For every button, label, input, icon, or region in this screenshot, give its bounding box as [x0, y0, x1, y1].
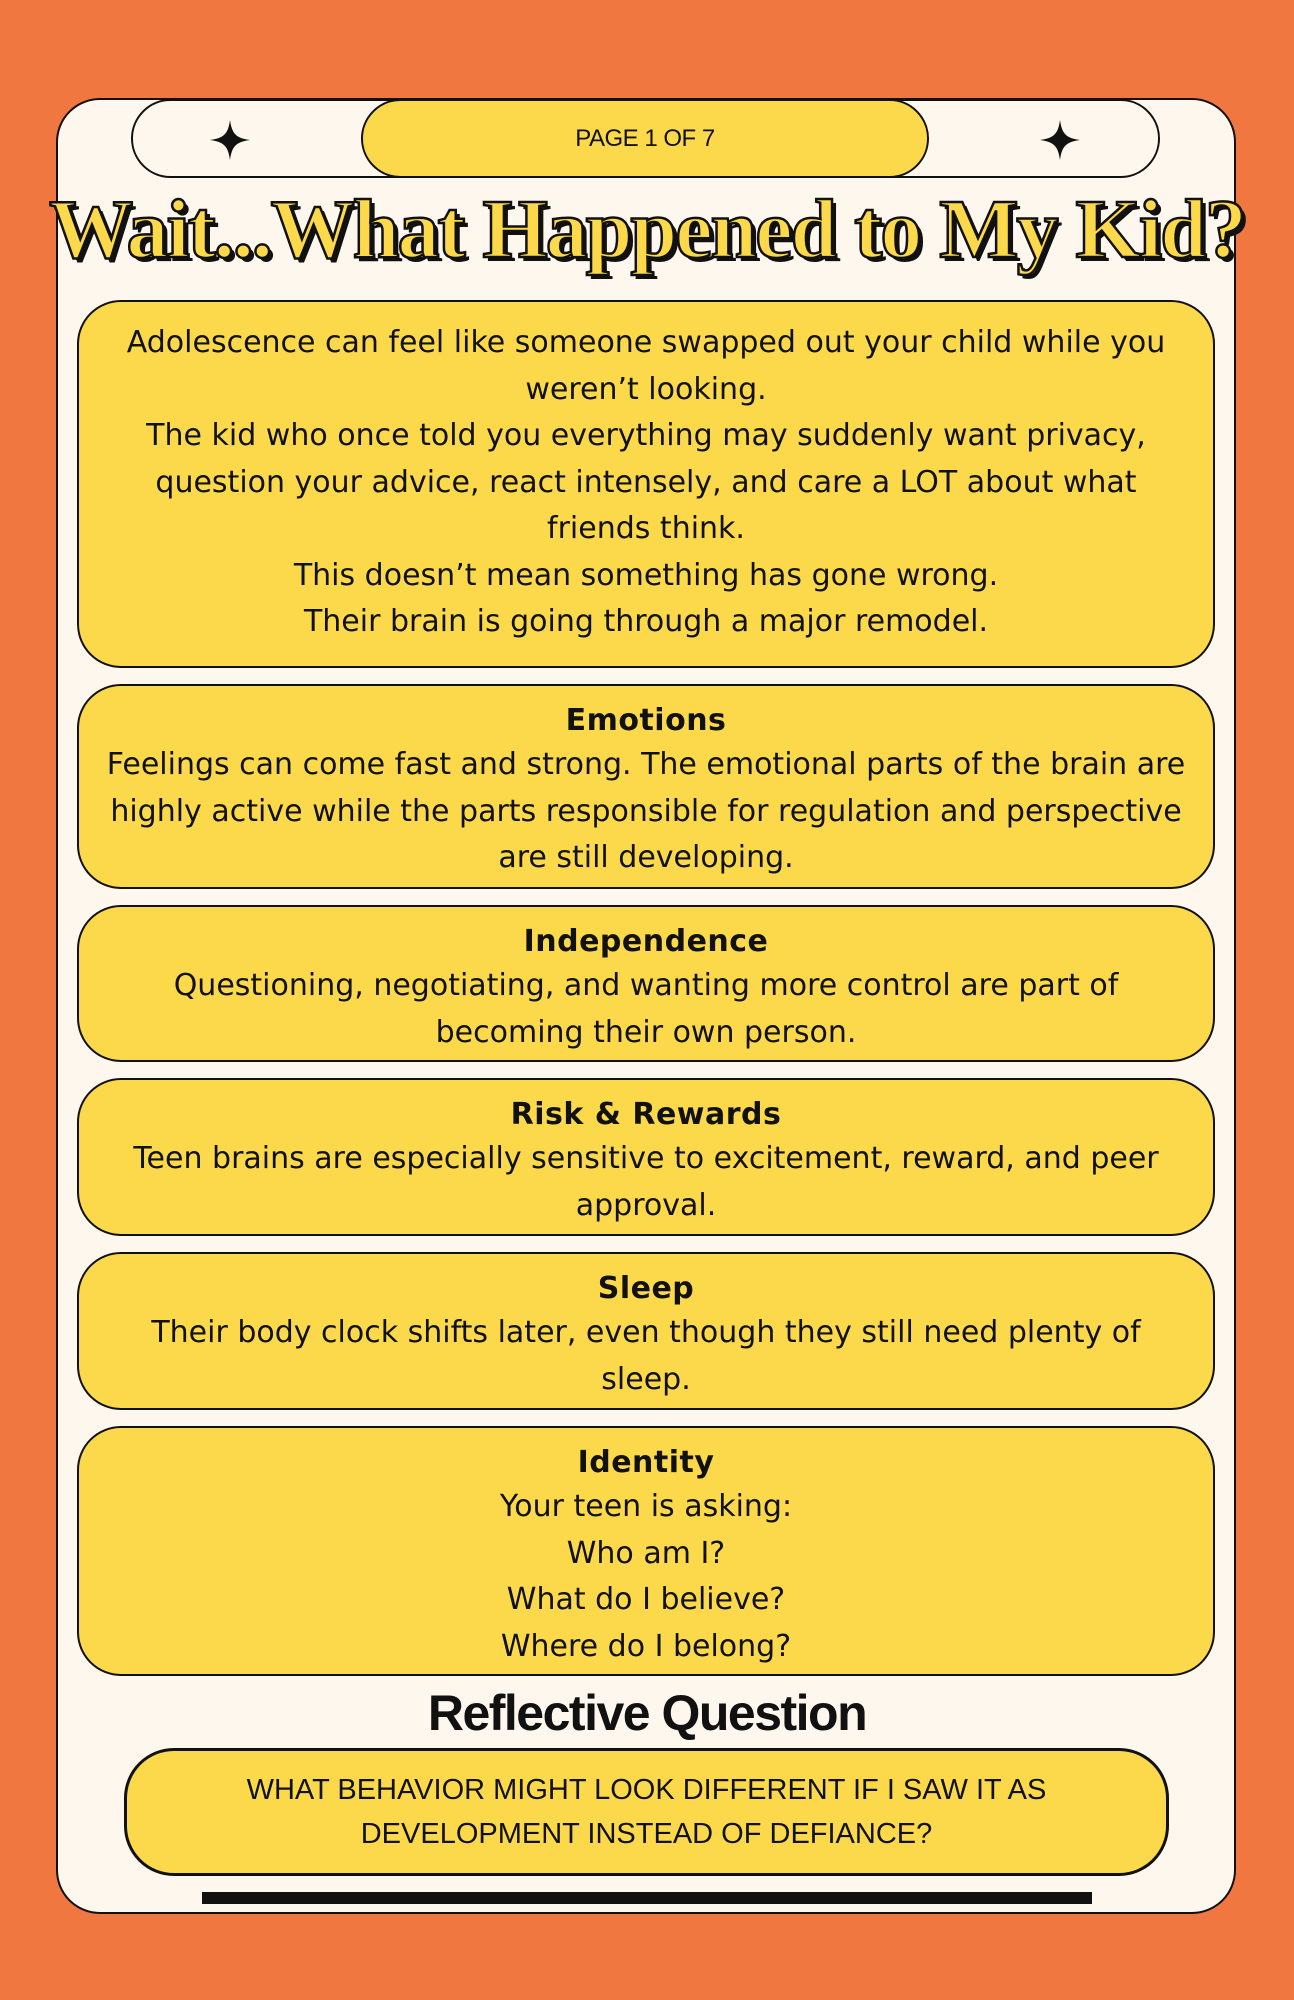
emotions-line: Feelings can come fast and strong. The emotional parts of the brain are	[106, 747, 1186, 782]
emotions-box	[77, 684, 1215, 889]
independence-line: Questioning, negotiating, and wanting more control are part of	[173, 968, 1119, 1003]
emotions-text	[93, 742, 1199, 882]
emotions-heading: Emotions	[565, 703, 727, 738]
identity-heading: Identity	[577, 1445, 715, 1480]
emotions-line: are still developing.	[498, 840, 794, 875]
bottom-divider	[202, 1892, 1092, 1904]
intro-line: This doesn’t mean something has gone wrong.	[293, 557, 999, 593]
intro-line: friends think.	[547, 511, 745, 546]
sleep-line: sleep.	[601, 1361, 691, 1397]
four-point-star-icon	[1038, 118, 1082, 162]
question-line: DEVELOPMENT INSTEAD OF DEFIANCE?	[360, 1818, 933, 1850]
sleep-line: Their body clock shifts later, even though they still need plenty of	[151, 1315, 1141, 1350]
risk-rewards-line: Teen brains are especially sensitive to excitement, reward, and peer	[133, 1141, 1159, 1176]
identity-text	[93, 1484, 1199, 1670]
independence-heading: Independence	[523, 924, 769, 959]
sleep-heading: Sleep	[597, 1271, 695, 1306]
identity-line: Your teen is asking:	[499, 1489, 793, 1524]
question-line: WHAT BEHAVIOR MIGHT LOOK DIFFERENT IF I SAW IT AS	[246, 1774, 1047, 1806]
risk-rewards-line: approval.	[575, 1187, 717, 1223]
identity-line: Where do I belong?	[500, 1628, 792, 1664]
independence-box	[77, 905, 1215, 1062]
independence-line: becoming their own person.	[435, 1014, 857, 1050]
identity-box	[77, 1426, 1215, 1676]
identity-line: Who am I?	[566, 1535, 726, 1571]
intro-text	[93, 320, 1199, 646]
emotions-line: highly active while the parts responsible for regulation and perspective	[110, 793, 1182, 829]
sleep-text	[93, 1310, 1199, 1403]
independence-text	[93, 963, 1199, 1056]
four-point-star-icon	[208, 118, 252, 162]
intro-line: question your advice, react intensely, and care a LOT about what	[155, 464, 1137, 500]
risk-rewards-heading: Risk & Rewards	[510, 1097, 782, 1132]
page-title: Wait...What Happened to My Kid?	[49, 183, 1245, 276]
reflective-question-box	[124, 1748, 1169, 1876]
identity-line: What do I believe?	[506, 1582, 786, 1617]
page-indicator-label: PAGE 1 OF 7	[575, 124, 715, 152]
risk-rewards-text	[93, 1136, 1199, 1229]
reflective-question-heading: Reflective Question	[427, 1685, 867, 1741]
intro-line: Their brain is going through a major remodel.	[303, 604, 989, 639]
risk-rewards-box	[77, 1078, 1215, 1236]
intro-line: The kid who once told you everything may suddenly want privacy,	[146, 418, 1146, 453]
intro-line: Adolescence can feel like someone swapped out your child while you	[126, 325, 1166, 360]
intro-box	[77, 300, 1215, 668]
sleep-box	[77, 1252, 1215, 1410]
page-indicator	[361, 99, 929, 178]
intro-line: weren’t looking.	[525, 371, 767, 407]
